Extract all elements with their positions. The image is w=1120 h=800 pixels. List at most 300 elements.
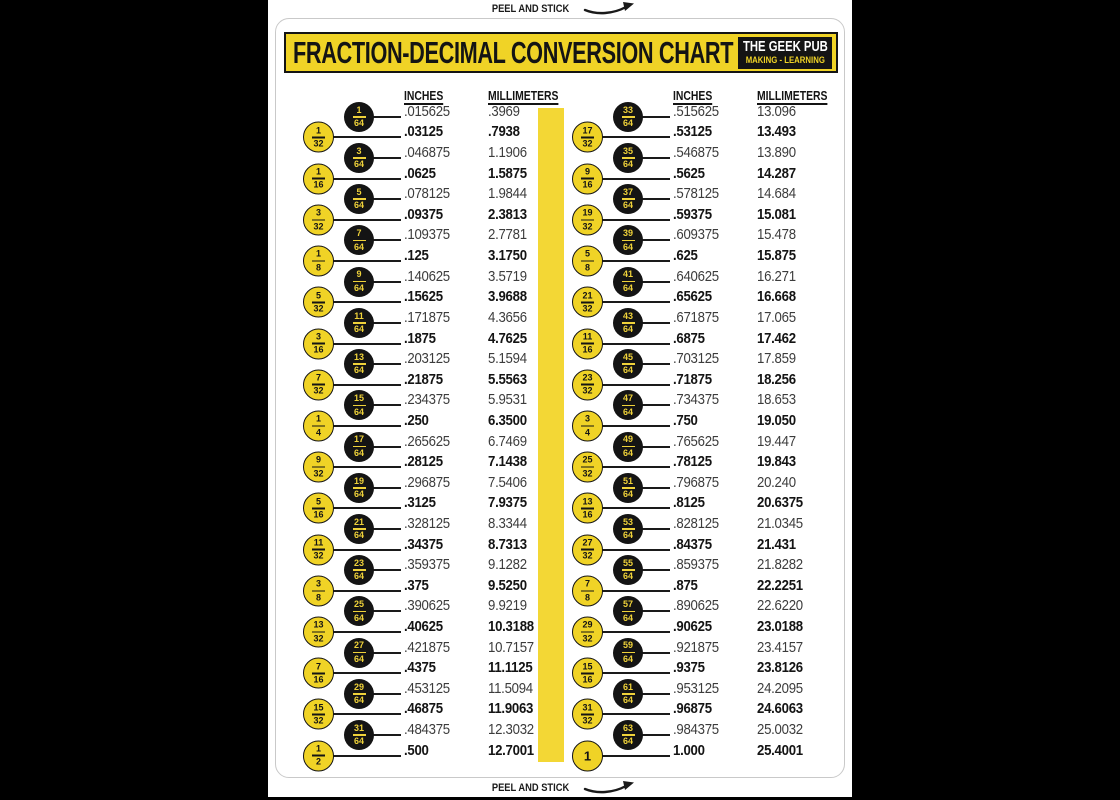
mm-value: 11.9063 xyxy=(488,700,534,718)
mm-value: 2.3813 xyxy=(488,205,527,223)
fraction-numerator: 15 xyxy=(313,702,324,713)
fraction-denominator: 4 xyxy=(584,427,590,438)
mm-value: 8.7313 xyxy=(488,535,527,553)
fraction-denominator: 64 xyxy=(353,159,364,170)
inches-value: .34375 xyxy=(404,535,443,553)
fraction-badge xyxy=(303,246,334,277)
fraction-denominator: 64 xyxy=(622,200,633,211)
inches-value: .21875 xyxy=(404,370,443,388)
leader-line xyxy=(641,116,670,118)
fraction-denominator: 16 xyxy=(313,179,324,190)
leader-line xyxy=(600,507,670,509)
millimeters-header: MILLIMETERS xyxy=(488,88,559,103)
fraction-denominator: 16 xyxy=(582,179,593,190)
fraction-badge xyxy=(344,267,374,297)
fraction-badge xyxy=(303,204,334,235)
leader-line xyxy=(600,755,670,757)
whole-number: 1 xyxy=(583,748,592,764)
inches-value: .15625 xyxy=(404,288,443,306)
leader-line xyxy=(372,239,401,241)
fraction-denominator: 64 xyxy=(622,406,633,417)
fraction-numerator: 45 xyxy=(622,351,633,362)
fraction-badge xyxy=(613,143,643,173)
fraction-denominator: 16 xyxy=(582,344,593,355)
fraction-badge xyxy=(344,638,374,668)
fraction-denominator: 64 xyxy=(353,200,364,211)
fraction-denominator: 64 xyxy=(622,571,633,582)
inches-header: INCHES xyxy=(673,88,713,103)
fraction-badge xyxy=(613,390,643,420)
fraction-badge xyxy=(344,143,374,173)
inches-value: .3125 xyxy=(404,494,436,512)
mm-value: 6.7469 xyxy=(488,432,527,450)
fraction-denominator: 64 xyxy=(353,241,364,252)
mm-value: 24.2095 xyxy=(757,679,803,697)
fraction-numerator: 11 xyxy=(354,310,364,321)
fraction-numerator: 7 xyxy=(356,228,362,239)
leader-line xyxy=(641,239,670,241)
inches-value: .500 xyxy=(404,741,429,759)
mm-value: 19.843 xyxy=(757,453,796,471)
fraction-numerator: 43 xyxy=(622,310,633,321)
inches-value: .265625 xyxy=(404,432,450,450)
fraction-numerator: 17 xyxy=(582,125,593,136)
mm-value: 1.1906 xyxy=(488,144,527,162)
mm-value: 17.462 xyxy=(757,329,796,347)
mm-value: 23.0188 xyxy=(757,618,803,636)
fraction-numerator: 1 xyxy=(315,743,321,754)
inches-value: .1875 xyxy=(404,329,436,347)
leader-line xyxy=(641,198,670,200)
fraction-numerator: 7 xyxy=(584,578,590,589)
leader-line xyxy=(641,610,670,612)
mm-value: 22.6220 xyxy=(757,597,803,615)
fraction-badge xyxy=(344,555,374,585)
leader-line xyxy=(641,322,670,324)
fraction-badge xyxy=(572,575,603,606)
fraction-denominator: 32 xyxy=(313,303,324,314)
mm-value: 21.0345 xyxy=(757,515,803,532)
fraction-denominator: 64 xyxy=(622,530,633,541)
leader-line xyxy=(641,404,670,406)
inches-value: .125 xyxy=(404,247,429,265)
fraction-denominator: 16 xyxy=(313,344,324,355)
inches-value: .4375 xyxy=(404,659,436,677)
inches-value: .609375 xyxy=(673,226,719,244)
mm-value: 3.9688 xyxy=(488,288,527,306)
fraction-badge xyxy=(572,204,603,235)
fraction-denominator: 8 xyxy=(315,262,321,273)
inches-value: .015625 xyxy=(404,102,450,120)
inches-value: .765625 xyxy=(673,432,719,450)
mm-value: 15.081 xyxy=(757,205,796,223)
mm-value: 14.684 xyxy=(757,185,796,203)
fraction-badge xyxy=(572,163,603,194)
fraction-badge xyxy=(572,699,603,730)
leader-line xyxy=(331,384,401,386)
fraction-badge xyxy=(572,658,603,689)
fraction-numerator: 23 xyxy=(353,557,364,568)
inches-value: .53125 xyxy=(673,123,712,141)
leader-line xyxy=(600,672,670,674)
leader-line xyxy=(600,713,670,715)
fraction-denominator: 32 xyxy=(582,138,593,149)
leader-line xyxy=(372,404,401,406)
fraction-badge xyxy=(572,452,603,483)
leader-line xyxy=(372,528,401,530)
inches-value: .6875 xyxy=(673,329,705,347)
fraction-numerator: 3 xyxy=(315,207,321,218)
inches-value: .71875 xyxy=(673,370,712,388)
inches-value: .84375 xyxy=(673,535,712,553)
mm-value: 12.3032 xyxy=(488,721,534,739)
fraction-denominator: 64 xyxy=(353,530,364,541)
peel-and-stick-label: PEEL AND STICK xyxy=(492,2,570,15)
fraction-badge xyxy=(344,679,374,709)
fraction-badge xyxy=(613,638,643,668)
fraction-numerator: 1 xyxy=(315,413,321,424)
fraction-denominator: 64 xyxy=(622,365,633,376)
fraction-denominator: 8 xyxy=(315,592,321,603)
fraction-denominator: 8 xyxy=(584,262,590,273)
inches-value: .109375 xyxy=(404,226,450,244)
fraction-denominator: 64 xyxy=(353,118,364,129)
mm-value: 3.1750 xyxy=(488,247,527,265)
mm-value: 15.875 xyxy=(757,247,796,265)
inches-header: INCHES xyxy=(404,88,444,103)
mm-value: 21.8282 xyxy=(757,556,803,574)
leader-line xyxy=(372,198,401,200)
fraction-denominator: 16 xyxy=(313,674,324,685)
mm-value: 9.1282 xyxy=(488,556,527,574)
inches-value: .453125 xyxy=(404,679,450,697)
mm-value: 1.5875 xyxy=(488,164,527,182)
fraction-numerator: 63 xyxy=(622,722,633,733)
leader-line xyxy=(331,136,401,138)
inches-value: .078125 xyxy=(404,185,450,203)
mm-value: 23.4157 xyxy=(757,638,803,656)
mm-value: 2.7781 xyxy=(488,226,527,244)
mm-value: 5.1594 xyxy=(488,350,527,368)
mm-value: 10.7157 xyxy=(488,638,534,656)
fraction-numerator: 13 xyxy=(582,496,593,507)
inches-value: .78125 xyxy=(673,453,712,471)
leader-line xyxy=(600,631,670,633)
fraction-numerator: 31 xyxy=(582,702,593,713)
leader-line xyxy=(600,343,670,345)
leader-line xyxy=(331,301,401,303)
peel-and-stick-label: PEEL AND STICK xyxy=(492,781,570,794)
peel-and-stick-bottom xyxy=(268,780,852,795)
fraction-denominator: 64 xyxy=(622,324,633,335)
leader-line xyxy=(600,178,670,180)
mm-value: 19.050 xyxy=(757,411,796,429)
fraction-numerator: 1 xyxy=(315,166,321,177)
fraction-denominator: 32 xyxy=(313,550,324,561)
leader-line xyxy=(641,281,670,283)
inches-value: .328125 xyxy=(404,515,450,532)
leader-line xyxy=(331,631,401,633)
inches-value: .203125 xyxy=(404,350,450,368)
mm-value: 23.8126 xyxy=(757,659,803,677)
curved-arrow-icon xyxy=(583,1,635,16)
inches-value: .359375 xyxy=(404,556,450,574)
leader-line xyxy=(641,363,670,365)
fraction-badge xyxy=(303,658,334,689)
mm-value: 18.653 xyxy=(757,391,796,409)
fraction-badge xyxy=(344,514,374,544)
fraction-denominator: 64 xyxy=(353,282,364,293)
fraction-numerator: 7 xyxy=(315,661,321,671)
mm-value: 11.1125 xyxy=(488,659,533,677)
mm-value: 22.2251 xyxy=(757,576,803,594)
inches-value: .375 xyxy=(404,576,429,594)
fraction-denominator: 64 xyxy=(353,324,364,335)
fraction-numerator: 33 xyxy=(622,104,633,115)
fraction-denominator: 64 xyxy=(622,118,633,129)
leader-line xyxy=(372,487,401,489)
fraction-numerator: 11 xyxy=(313,537,324,548)
fraction-denominator: 16 xyxy=(582,674,593,685)
mm-value: .7938 xyxy=(488,123,520,141)
page-title: FRACTION-DECIMAL CONVERSION CHART xyxy=(293,35,734,70)
rows-left xyxy=(303,102,538,767)
fraction-denominator: 32 xyxy=(582,385,593,396)
inches-value: .59375 xyxy=(673,205,712,223)
sticker-page xyxy=(268,0,852,797)
inches-value: .921875 xyxy=(673,638,719,656)
mm-value: 13.890 xyxy=(757,144,796,162)
mm-value: 17.859 xyxy=(757,350,796,368)
fraction-numerator: 27 xyxy=(353,640,364,651)
fraction-denominator: 32 xyxy=(582,303,593,314)
mm-value: 18.256 xyxy=(757,370,796,388)
mm-value: 8.3344 xyxy=(488,515,527,532)
fraction-numerator: 19 xyxy=(353,475,364,486)
fraction-numerator: 3 xyxy=(315,578,321,589)
fraction-numerator: 51 xyxy=(622,475,633,486)
mm-value: 3.5719 xyxy=(488,267,527,285)
leader-line xyxy=(372,157,401,159)
leader-line xyxy=(331,425,401,427)
fraction-numerator: 49 xyxy=(622,434,633,445)
mm-value: 14.287 xyxy=(757,164,796,182)
mm-value: 5.5563 xyxy=(488,370,527,388)
fraction-numerator: 9 xyxy=(584,166,590,177)
mm-value: 4.7625 xyxy=(488,329,527,347)
leader-line xyxy=(331,713,401,715)
mm-value: 6.3500 xyxy=(488,411,527,429)
leader-line xyxy=(641,652,670,654)
mm-value: 16.271 xyxy=(757,267,796,285)
mm-value: 17.065 xyxy=(757,308,796,326)
leader-line xyxy=(600,136,670,138)
fraction-denominator: 32 xyxy=(582,633,593,644)
leader-line xyxy=(600,466,670,468)
fraction-denominator: 64 xyxy=(622,159,633,170)
fraction-badge xyxy=(303,410,334,441)
inches-value: .0625 xyxy=(404,164,436,182)
leader-line xyxy=(331,466,401,468)
fraction-numerator: 57 xyxy=(622,599,633,610)
fraction-numerator: 3 xyxy=(356,145,362,156)
inches-value: .734375 xyxy=(673,391,719,409)
inches-value: .796875 xyxy=(673,473,719,491)
fraction-badge xyxy=(572,410,603,441)
fraction-numerator: 53 xyxy=(622,516,633,527)
fraction-numerator: 29 xyxy=(353,681,364,692)
inches-value: .28125 xyxy=(404,453,443,471)
inches-value: .046875 xyxy=(404,144,450,162)
inches-value: .46875 xyxy=(404,700,443,718)
mm-value: 9.5250 xyxy=(488,576,527,594)
fraction-denominator: 32 xyxy=(313,715,324,726)
fraction-numerator: 9 xyxy=(356,269,362,280)
fraction-badge xyxy=(572,122,603,153)
fraction-numerator: 3 xyxy=(584,413,590,424)
brand-logo xyxy=(738,37,832,69)
inches-value: .65625 xyxy=(673,288,712,306)
leader-line xyxy=(641,528,670,530)
leader-line xyxy=(372,652,401,654)
inches-value: .890625 xyxy=(673,597,719,615)
fraction-numerator: 5 xyxy=(315,496,321,507)
inches-value: .390625 xyxy=(404,597,450,615)
fraction-badge xyxy=(613,473,643,503)
inches-value: .296875 xyxy=(404,473,450,491)
mm-value: 25.4001 xyxy=(757,741,803,759)
millimeters-header: MILLIMETERS xyxy=(757,88,828,103)
fraction-badge xyxy=(572,328,603,359)
fraction-badge xyxy=(303,163,334,194)
fraction-denominator: 64 xyxy=(353,571,364,582)
inches-value: .03125 xyxy=(404,123,443,141)
leader-line xyxy=(372,116,401,118)
leader-line xyxy=(372,363,401,365)
fraction-numerator: 17 xyxy=(353,434,364,445)
fraction-numerator: 55 xyxy=(622,557,633,568)
fraction-numerator: 1 xyxy=(315,248,321,259)
fraction-badge xyxy=(572,287,603,318)
fraction-denominator: 64 xyxy=(622,282,633,293)
fraction-badge xyxy=(344,102,374,132)
leader-line xyxy=(600,260,670,262)
fraction-badge xyxy=(613,514,643,544)
inches-value: .09375 xyxy=(404,205,443,223)
inches-value: .234375 xyxy=(404,391,450,409)
leader-line xyxy=(600,549,670,551)
fraction-badge xyxy=(344,432,374,462)
inches-value: .484375 xyxy=(404,721,450,739)
fraction-badge xyxy=(613,184,643,214)
fraction-badge xyxy=(303,575,334,606)
inches-value: .90625 xyxy=(673,618,712,636)
leader-line xyxy=(641,446,670,448)
mm-value: 20.6375 xyxy=(757,494,803,512)
fraction-denominator: 64 xyxy=(353,406,364,417)
fraction-denominator: 8 xyxy=(584,592,590,603)
inches-value: .5625 xyxy=(673,164,705,182)
fraction-numerator: 5 xyxy=(315,290,321,301)
leader-line xyxy=(372,569,401,571)
fraction-numerator: 29 xyxy=(582,619,593,630)
fraction-denominator: 32 xyxy=(313,468,324,479)
mm-value: 4.3656 xyxy=(488,308,527,326)
chart-card xyxy=(275,18,845,778)
fraction-badge xyxy=(572,617,603,648)
inches-value: .9375 xyxy=(673,659,705,677)
fraction-numerator: 11 xyxy=(582,331,593,342)
fraction-denominator: 64 xyxy=(353,653,364,664)
fraction-denominator: 32 xyxy=(313,385,324,396)
inches-value: .171875 xyxy=(404,308,450,326)
inches-value: 1.000 xyxy=(673,741,705,759)
fraction-badge xyxy=(303,328,334,359)
mm-value: 7.5406 xyxy=(488,473,527,491)
inches-value: .703125 xyxy=(673,350,719,368)
fraction-denominator: 64 xyxy=(622,241,633,252)
fraction-denominator: 64 xyxy=(622,653,633,664)
leader-line xyxy=(372,610,401,612)
brand-tagline: MAKING - LEARNING xyxy=(745,55,825,66)
fraction-denominator: 32 xyxy=(313,221,324,232)
fraction-badge xyxy=(572,534,603,565)
fraction-badge xyxy=(572,493,603,524)
fraction-denominator: 64 xyxy=(622,695,633,706)
leader-line xyxy=(331,672,401,674)
fraction-badge xyxy=(613,432,643,462)
fraction-badge xyxy=(613,679,643,709)
leader-line xyxy=(331,219,401,221)
fraction-denominator: 64 xyxy=(353,695,364,706)
fraction-badge xyxy=(613,267,643,297)
fraction-denominator: 64 xyxy=(353,365,364,376)
fraction-badge xyxy=(572,246,603,277)
leader-line xyxy=(600,425,670,427)
mm-value: 13.096 xyxy=(757,102,796,120)
fraction-numerator: 1 xyxy=(315,125,321,136)
inches-value: .250 xyxy=(404,411,429,429)
fraction-badge xyxy=(344,473,374,503)
mm-value: 10.3188 xyxy=(488,618,534,636)
mm-value: 16.668 xyxy=(757,288,796,306)
fraction-denominator: 64 xyxy=(353,736,364,747)
fraction-numerator: 47 xyxy=(622,393,633,404)
fraction-badge xyxy=(303,452,334,483)
inches-value: .421875 xyxy=(404,638,450,656)
inches-value: .875 xyxy=(673,576,698,594)
inches-value: .625 xyxy=(673,247,698,265)
fraction-denominator: 32 xyxy=(582,221,593,232)
fraction-denominator: 16 xyxy=(582,509,593,520)
brand-name: THE GEEK PUB xyxy=(742,38,828,55)
fraction-numerator: 21 xyxy=(582,290,593,301)
title-wrap xyxy=(286,34,738,71)
fraction-numerator: 61 xyxy=(622,681,633,692)
fraction-numerator: 37 xyxy=(622,186,633,197)
fraction-badge xyxy=(303,740,334,771)
inches-value: .40625 xyxy=(404,618,443,636)
inches-value: .140625 xyxy=(404,267,450,285)
fraction-denominator: 32 xyxy=(582,468,593,479)
mm-value: 15.478 xyxy=(757,226,796,244)
rows-right xyxy=(572,102,826,767)
mm-value: 25.0032 xyxy=(757,721,803,739)
fraction-denominator: 32 xyxy=(582,550,593,561)
fraction-badge xyxy=(613,720,643,750)
leader-line xyxy=(600,301,670,303)
fraction-badge xyxy=(303,534,334,565)
